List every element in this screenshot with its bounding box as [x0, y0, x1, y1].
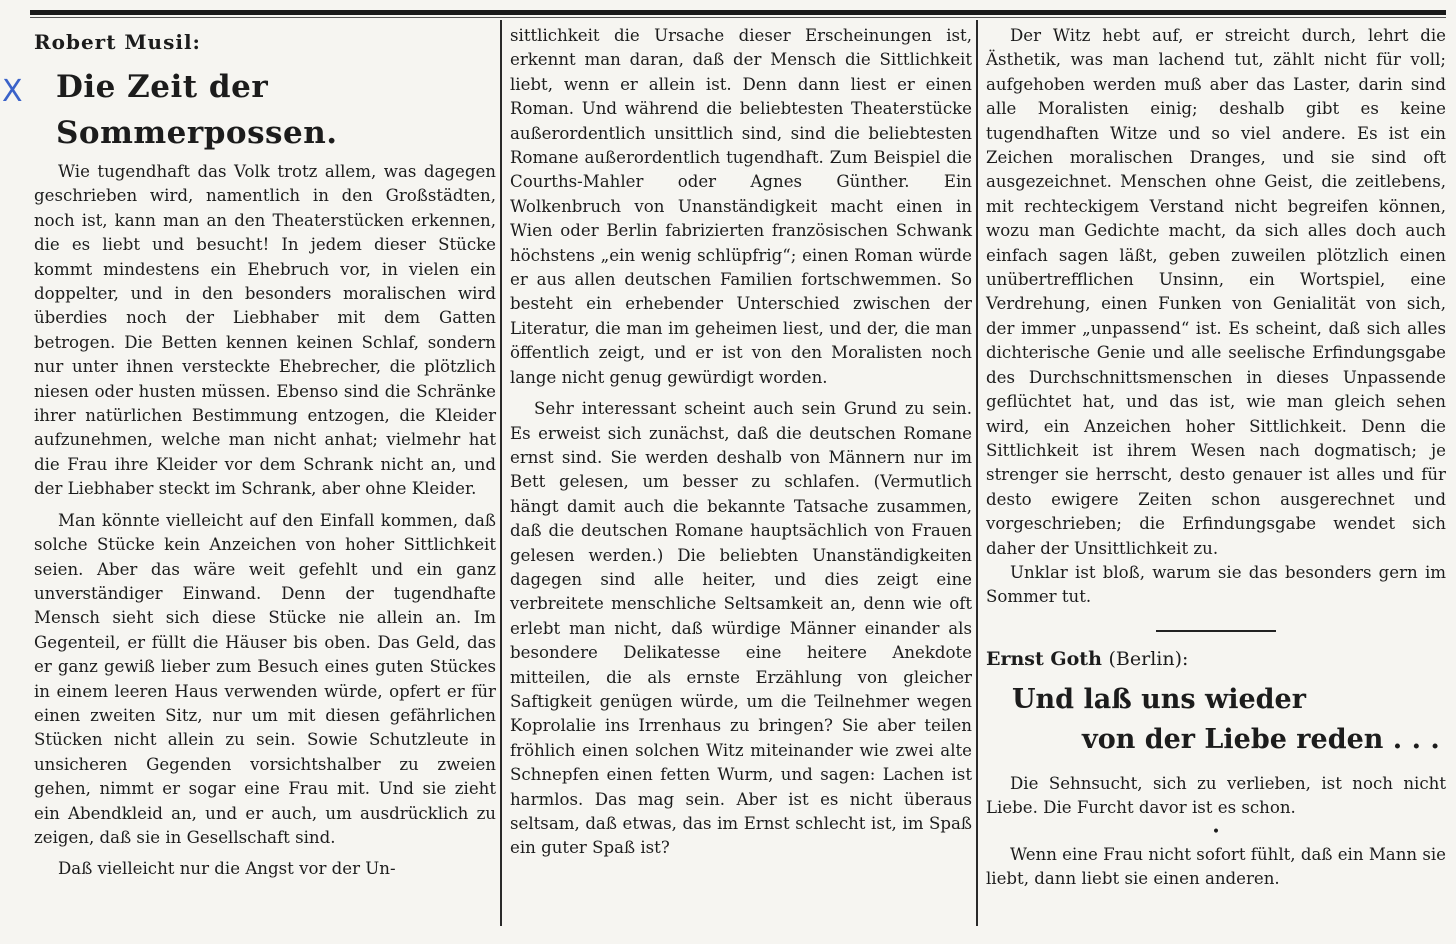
- article1-paragraph: sittlichkeit die Ursache dieser Erscheinungen ist, erkennt man daran, daß der Mensch die Sittlichkeit liebt, wenn er allein ist. Denn dann liest er einen Roman. Und während die beliebtesten Theaterstücke außerordentlich unsittlich sind, sind die beliebtesten Romane außerordentlich tugendhaft. Zum Beispiel die Courths-Mahler oder Agnes Günther. Ein Wolkenbruch von Unanständigkeit macht einen in Wien oder Berlin fabrizierten französischen Schwank höchstens „ein wenig schlüpfrig“; einen Roman würde er aus allen deutschen Familien fortschwemmen. So besteht ein erhebender Unterschied zwischen der Literatur, die man im geheimen liest, und der, die man öffentlich zeigt, und er ist von den Moralisten noch lange nicht genug gewürdigt worden.: [510, 26, 972, 387]
- article2-author-line: [986, 648, 1446, 670]
- article1-paragraph: Man könnte vielleicht auf den Einfall kommen, daß solche Stücke kein Anzeichen von hoher Sittlichkeit seien. Aber das wäre weit gefehlt und ein ganz unverständiger Einwand. Denn der tugendhafte Mensch sieht sich diese Stücke nie allein an. Im Gegenteil, er füllt die Häuser bis oben. Das Geld, das er ganz gewiß lieber zum Besuch eines guten Stückes in einem leeren Haus verwenden würde, opfert er für einen zweiten Sitz, nur um mit diesen gefährlichen Stücken nicht allein zu sein. Sowie Schutzleute in unsicheren Gegenden vorsichtshalber zu zweien gehen, nimmt er sogar eine Frau mit. Und sie zieht ein Abendkleid an, und er auch, um ausdrücklich zu zeigen, daß sie in Gesellschaft sind.: [34, 510, 496, 847]
- article2-paragraph: Wenn eine Frau nicht sofort fühlt, daß ein Mann sie liebt, dann liebt sie einen anderen.: [986, 844, 1446, 888]
- column-3: [986, 24, 1446, 891]
- pen-mark: X: [2, 74, 23, 109]
- article1-paragraph: Der Witz hebt auf, er streicht durch, lehrt die Ästhetik, was man lachend tut, zählt nicht für voll; aufgehoben werden muß aber das Laster, darin sind alle Moralisten einig; deshalb gibt es keine tugendhaften Witze und so viel andere. Es ist ein Zeichen moralischen Dranges, und sie sind oft ausgezeichnet. Menschen ohne Geist, die zeitlebens, mit rechteckigem Verstand nicht begreifen können, wozu man Gedichte macht, da sich alles doch auch einfach sagen läßt, geben zuweilen plötzlich einen unübertrefflichen Unsinn, ein Wortspiel, eine Verdrehung, einen Funken von Genialität von sich, der immer „unpassend“ ist. Es scheint, daß sich alles dichterische Genie und alle seelische Erfindungsgabe des Durchschnittsmenschen in dieses Unpassende geflüchtet hat, und das ist, wie man gleich sehen wird, ein Anzeichen hoher Sittlichkeit. Denn die Sittlichkeit ist ihrem Wesen nach dogmatisch; je strenger sie herrscht, desto genauer ist alles und für desto ewigere Zeiten schon ausgerechnet und vorgeschrieben; die Erfindungsgabe wendet sich daher der Unsittlichkeit zu.: [986, 26, 1446, 558]
- article-separator-rule: [1156, 630, 1276, 632]
- column-2: [510, 24, 972, 861]
- article2-headline-line2: von der Liebe reden . . .: [1082, 723, 1440, 755]
- top-rule-thin: [30, 17, 1446, 18]
- article1-paragraph: Sehr interessant scheint auch sein Grund zu sein. Es erweist sich zunächst, daß die deutschen Romane ernst sind. Sie werden deshalb von Männern nur im Bett gelesen, um besser zu schlafen. (Vermutlich hängt damit auch die bekannte Tatsache zusammen, daß die deutschen Romane hauptsächlich von Frauen gelesen werden.) Die beliebten Unanständigkeiten dagegen sind alle heiter, und dies zeigt eine verbreitete menschliche Seltsamkeit an, denn wie oft erlebt man nicht, daß würdige Männer einander als besondere Delikatesse eine heitere Anekdote mitteilen, die als ernste Erzählung von gleicher Saftigkeit genügen würde, um die Teilnehmer wegen Koprolalie ins Irrenhaus zu bringen? Sie aber teilen fröhlich einen solchen Witz miteinander wie zwei alte Schnepfen einen fetten Wurm, und sagen: Lachen ist harmlos. Das mag sein. Aber ist es nicht überaus seltsam, daß etwas, das im Ernst schlecht ist, im Spaß ein guter Spaß ist?: [510, 399, 972, 858]
- paragraph-separator-dot: •: [1211, 823, 1221, 840]
- article1-author: Robert Musil:: [34, 30, 201, 54]
- top-rule: [30, 10, 1446, 15]
- article1-headline: Die Zeit der Sommerpossen.: [56, 69, 338, 151]
- article1-paragraph: Wie tugendhaft das Volk trotz allem, was dagegen geschrieben wird, namentlich in den Großstädten, noch ist, kann man an den Theaterstücken erkennen, die es liebt und besucht! In jedem dieser Stücke kommt mindestens ein Ehebruch vor, in vielen ein doppelter, und in den besonders moralischen wird überdies noch der Liebhaber mit dem Gatten betrogen. Die Betten kennen keinen Schlaf, sondern nur unter ihnen versteckte Ehebrecher, die plötzlich niesen oder husten müssen. Ebenso sind die Schränke ihrer natürlichen Bestimmung entzogen, die Kleider aufzunehmen, welche man nicht anhat; vielmehr hat die Frau ihre Kleider vor dem Schrank nicht an, und der Liebhaber steckt im Schrank, aber ohne Kleider.: [34, 162, 496, 499]
- article2-headline: [986, 680, 1446, 760]
- article2-paragraph: Die Sehnsucht, sich zu verlieben, ist noch nicht Liebe. Die Furcht davor ist es schon.: [986, 773, 1446, 818]
- article2-headline-line1: Und laß uns wieder: [1012, 683, 1306, 715]
- article1-paragraph: Daß vielleicht nur die Angst vor der Un-: [58, 859, 396, 879]
- article2-city: (Berlin):: [1108, 647, 1189, 670]
- column-divider: [500, 20, 502, 926]
- column-1: [34, 24, 496, 882]
- article2-author: Ernst Goth: [986, 647, 1102, 670]
- column-divider: [976, 20, 978, 926]
- article1-paragraph: Unklar ist bloß, warum sie das besonders gern im Sommer tut.: [986, 562, 1446, 607]
